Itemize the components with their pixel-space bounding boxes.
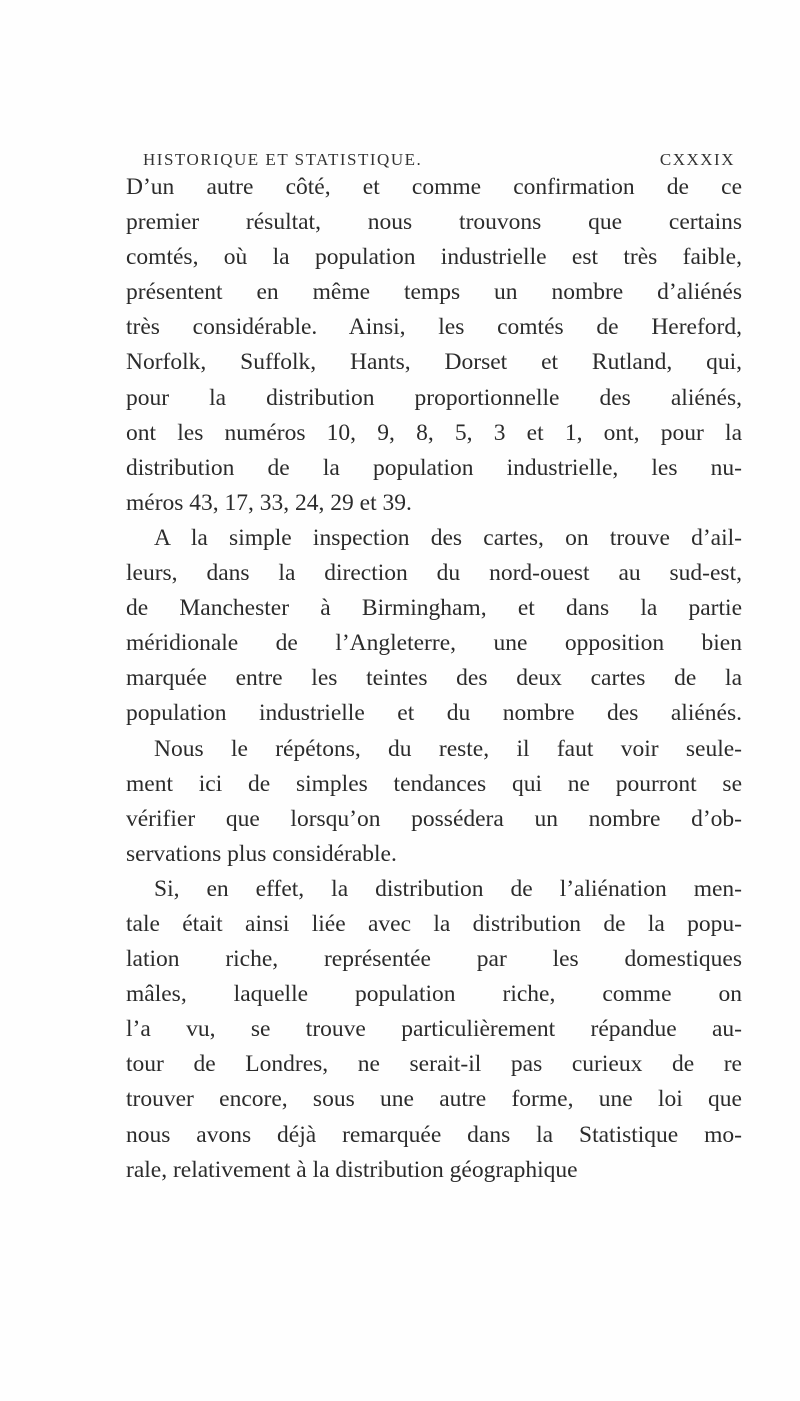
text-line: pour la distribution proportionnelle des aliénés, — [126, 384, 742, 411]
text-line: rale, relativement à la distribution géographique — [126, 1156, 578, 1183]
text-line: mâles, laquelle population riche, comme on — [126, 981, 742, 1008]
running-head-title: HISTORIQUE ET STATISTIQUE. — [143, 150, 423, 169]
text-line: trouver encore, sous une autre forme, une loi que — [126, 1086, 742, 1113]
text-line: Si, en effet, la distribution de l’aliénation men- — [154, 875, 742, 902]
text-line: tour de Londres, ne serait-il pas curieux de re — [126, 1051, 742, 1078]
text-line: leurs, dans la direction du nord-ouest au sud-est, — [126, 560, 742, 587]
text-line: vérifier que lorsqu’on possédera un nombre d’ob- — [126, 805, 742, 832]
text-line: présentent en même temps un nombre d’aliénés — [126, 279, 742, 306]
text-line: Nous le répétons, du reste, il faut voir seule- — [154, 735, 742, 762]
text-line: l’a vu, se trouve particulièrement répandue au- — [126, 1016, 742, 1043]
text-line: D’un autre côté, et comme confirmation de ce — [126, 174, 742, 200]
text-line: méridionale de l’Angleterre, une opposition bien — [126, 630, 742, 657]
body-text — [126, 170, 742, 1188]
text-line: méros 43, 17, 33, 24, 29 et 39. — [126, 489, 412, 516]
page-number: CXXXIX — [659, 150, 735, 169]
text-line: distribution de la population industrielle, les nu- — [126, 454, 742, 481]
text-line: tale était ainsi liée avec la distribution de la popu- — [126, 910, 742, 937]
text-line: très considérable. Ainsi, les comtés de Hereford, — [126, 314, 742, 341]
text-line: marquée entre les teintes des deux cartes de la — [126, 665, 742, 692]
text-line: Norfolk, Suffolk, Hants, Dorset et Rutland, qui, — [126, 349, 742, 376]
text-line: population industrielle et du nombre des aliénés. — [126, 700, 742, 727]
text-line: ont les numéros 10, 9, 8, 5, 3 et 1, ont, pour la — [126, 419, 742, 446]
text-line: de Manchester à Birmingham, et dans la partie — [126, 595, 742, 622]
text-line: premier résultat, nous trouvons que certains — [126, 209, 742, 236]
text-line: lation riche, représentée par les domestiques — [126, 946, 742, 973]
text-line: nous avons déjà remarquée dans la Statistique mo- — [126, 1121, 742, 1148]
text-line: comtés, où la population industrielle est très faible, — [126, 244, 742, 271]
text-line: ment ici de simples tendances qui ne pourront se — [126, 770, 742, 797]
text-line: servations plus considérable. — [126, 840, 397, 867]
text-line: A la simple inspection des cartes, on trouve d’ail- — [154, 524, 742, 551]
